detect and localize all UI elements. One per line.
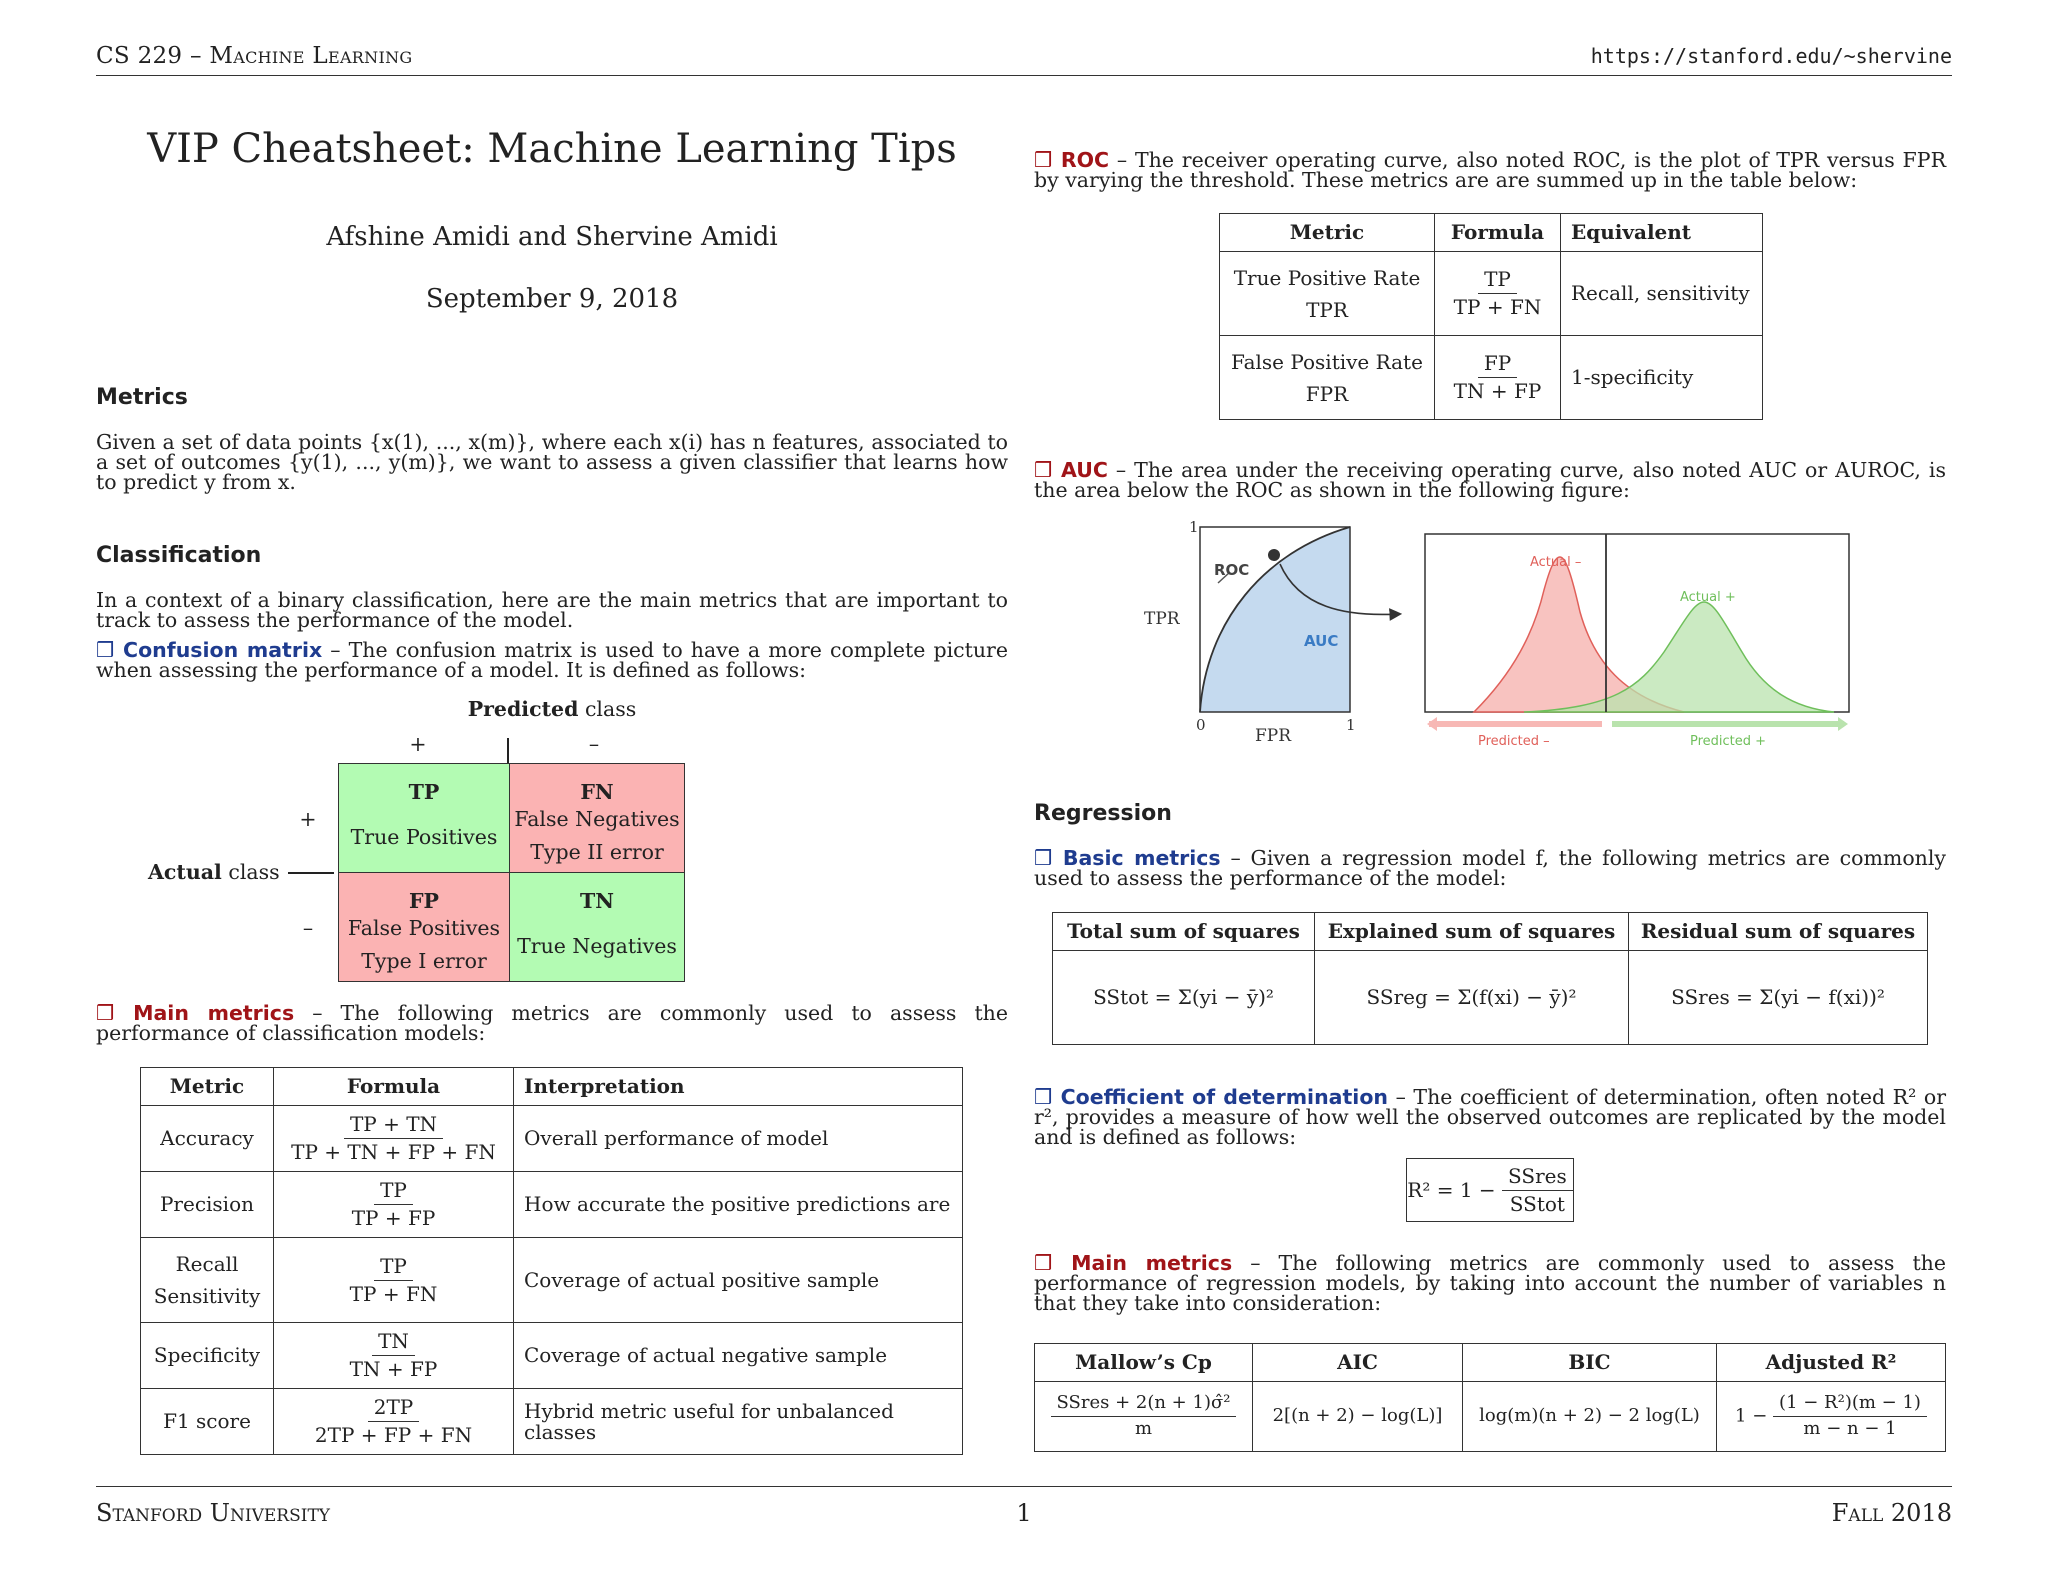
col-header-interpretation: Interpretation — [514, 1068, 963, 1106]
threshold-point — [1268, 549, 1280, 561]
predicted-negative-label: Predicted – — [1478, 734, 1550, 749]
section-heading-regression: Regression — [1034, 801, 1172, 826]
actual-class-label: Actual class — [148, 860, 280, 884]
y-tick-1: 1 — [1189, 518, 1199, 536]
ss-reg-formula: SSreg = Σ(f(xi) − ȳ)² — [1315, 951, 1629, 1045]
course-title: CS 229 – Machine Learning — [96, 43, 413, 69]
coefficient-para: ❒ Coefficient of determination – The coefficient of determination, often noted R² or r², provides a measure of how well the observed outcomes are replicated by the model and is defined as follows: — [1034, 1085, 1946, 1149]
right-column — [1034, 0, 1946, 1480]
metrics-intro: Given a set of data points {x(1), ..., x(m)}, where each x(i) has n features, associated to a set of outcomes {y(1), ..., y(m)}, we want to assess a given classifier that learns how to predict y from x. — [96, 430, 1008, 494]
x-axis-label: FPR — [1255, 726, 1292, 746]
table-row: False Positive Rate FPR $\frac{FP}{TN + FP}$ 1-specificity — [1220, 336, 1763, 420]
predicted-class-label: Predicted class — [467, 697, 637, 721]
predicted-plus: + — [409, 732, 427, 756]
roc-para: ❒ ROC – The receiver operating curve, also noted ROC, is the plot of TPR versus FPR by varying the threshold. These metrics are are summed up in the table below: — [1034, 148, 1946, 192]
table-row: Precision $\frac{TP}{TP + FP}$ How accurate the positive predictions are — [141, 1172, 963, 1238]
doc-authors: Afshine Amidi and Shervine Amidi — [326, 222, 778, 252]
table-row: Recall Sensitivity $\frac{TP}{TP + FN}$ Coverage of actual positive sample — [141, 1238, 963, 1323]
predicted-minus: – — [588, 732, 600, 756]
col-header-formula: Formula — [274, 1068, 514, 1106]
regression-basic-table: Total sum of squares Explained sum of squares Residual sum of squares SStot = Σ(yi − ȳ)² SSreg = Σ(f(xi) − ȳ)² SSres = Σ(yi − f(xi))² — [1052, 912, 1928, 1045]
basic-metrics-label: Basic metrics — [1062, 846, 1221, 870]
table-row: $\frac{\text{SSres + 2(n + 1)σ̂²}}{m}$ 2[(n + 2) − log(L)] log(m)(n + 2) − 2 log(L) 1 − $\frac{\text{(1 − R²)(m − 1)}}{m - n - 1}$ — [1035, 1382, 1946, 1452]
section-heading-metrics: Metrics — [96, 385, 188, 410]
ss-tot-formula: SStot = Σ(yi − ȳ)² — [1053, 951, 1315, 1045]
cell-false-negative: FN False Negatives Type II error — [509, 763, 685, 873]
left-column — [96, 0, 1008, 1480]
page-footer — [96, 1486, 1952, 1530]
y-axis-label: TPR — [1144, 609, 1180, 629]
section-heading-classification: Classification — [96, 543, 262, 568]
actual-divider — [288, 872, 334, 874]
classification-intro: In a context of a binary classification, here are the main metrics that are important to track to assess the performance of the model. — [96, 588, 1008, 632]
table-row: True Positive Rate TPR $\frac{TP}{TP + FN}$ Recall, sensitivity — [1220, 252, 1763, 336]
r2-formula-box: R² = 1 − $\frac{\text{SSres}}{\text{SStot}}$ — [1406, 1158, 1574, 1222]
roc-curve-label: ROC — [1214, 561, 1250, 579]
regression-main-metrics-label: Main metrics — [1071, 1251, 1233, 1275]
table-row — [1053, 951, 1928, 1045]
confusion-matrix-para: ❒ Confusion matrix – The confusion matrix is used to have a more complete picture when assessing the performance of a model. It is defined as follows: — [96, 638, 1008, 682]
roc-table: Metric Formula Equivalent True Positive Rate TPR $\frac{TP}{TP + FN}$ Recall, sensitivity False Positive Rate FPR $\frac{FP}{TN + FP}$ 1-specificity — [1219, 213, 1763, 420]
regression-main-table: Mallow’s Cp AIC BIC Adjusted R² $\frac{\text{SSres + 2(n + 1)σ̂²}}{m}$ 2[(n + 2) − log(L)] log(m)(n + 2) − 2 log(L) 1 − $\frac{\text{(1 − R²)(m − 1)}}{m - n - 1}$ — [1034, 1343, 1946, 1452]
table-row: F1 score $\frac{2TP}{2TP + FP + FN}$ Hybrid metric useful for unbalanced classes — [141, 1389, 963, 1455]
actual-plus: + — [299, 807, 317, 831]
predicted-positive-label: Predicted + — [1690, 734, 1767, 749]
auc-figure — [1094, 512, 1894, 762]
footer-university: Stanford University — [96, 1499, 331, 1527]
doc-date: September 9, 2018 — [425, 284, 679, 314]
cell-true-negative: TN True Negatives — [509, 872, 685, 982]
x-tick-1: 1 — [1346, 716, 1356, 734]
auc-label: AUC — [1061, 458, 1108, 482]
page-number: 1 — [1016, 1499, 1032, 1527]
doc-title: VIP Cheatsheet: Machine Learning Tips — [147, 126, 957, 172]
distribution-plot — [1425, 534, 1849, 749]
coefficient-label: Coefficient of determination — [1060, 1085, 1389, 1109]
confusion-matrix-label: Confusion matrix — [123, 638, 323, 662]
actual-minus: – — [302, 916, 314, 940]
classification-metrics-table — [140, 1067, 963, 1455]
actual-negative-label: Actual – — [1530, 555, 1582, 570]
auc-area-label: AUC — [1304, 632, 1339, 650]
regression-main-metrics-para: ❒ Main metrics – The following metrics are commonly used to assess the performance of regression models, by taking into account the number of variables n that they take into consideration: — [1034, 1251, 1947, 1315]
roc-plot — [1144, 518, 1399, 746]
roc-label: ROC — [1060, 148, 1110, 172]
author-url[interactable]: https://stanford.edu/~shervine — [1590, 44, 1952, 68]
table-row: Accuracy $\frac{TP + TN}{TP + TN + FP + FN}$ Overall performance of model — [141, 1106, 963, 1172]
cell-true-positive: TP True Positives — [338, 763, 510, 873]
predicted-divider — [507, 738, 509, 766]
col-header-metric: Metric — [141, 1068, 274, 1106]
x-tick-0: 0 — [1196, 716, 1206, 734]
actual-positive-label: Actual + — [1680, 590, 1736, 605]
cell-false-positive: FP False Positives Type I error — [338, 872, 510, 982]
basic-metrics-para: ❒ Basic metrics – Given a regression model f, the following metrics are commonly used to assess the performance of the model: — [1034, 846, 1947, 890]
footer-term: Fall 2018 — [1831, 1499, 1952, 1527]
auc-para: ❒ AUC – The area under the receiving operating curve, also noted AUC or AUROC, is the area below the ROC as shown in the following figure: — [1034, 458, 1946, 502]
main-metrics-para: ❒ Main metrics – The following metrics are commonly used to assess the performance of classification models: — [96, 1001, 1009, 1045]
main-metrics-label: Main metrics — [133, 1001, 295, 1025]
table-row: Specificity $\frac{TN}{TN + FP}$ Coverage of actual negative sample — [141, 1323, 963, 1389]
ss-res-formula: SSres = Σ(yi − f(xi))² — [1629, 951, 1928, 1045]
